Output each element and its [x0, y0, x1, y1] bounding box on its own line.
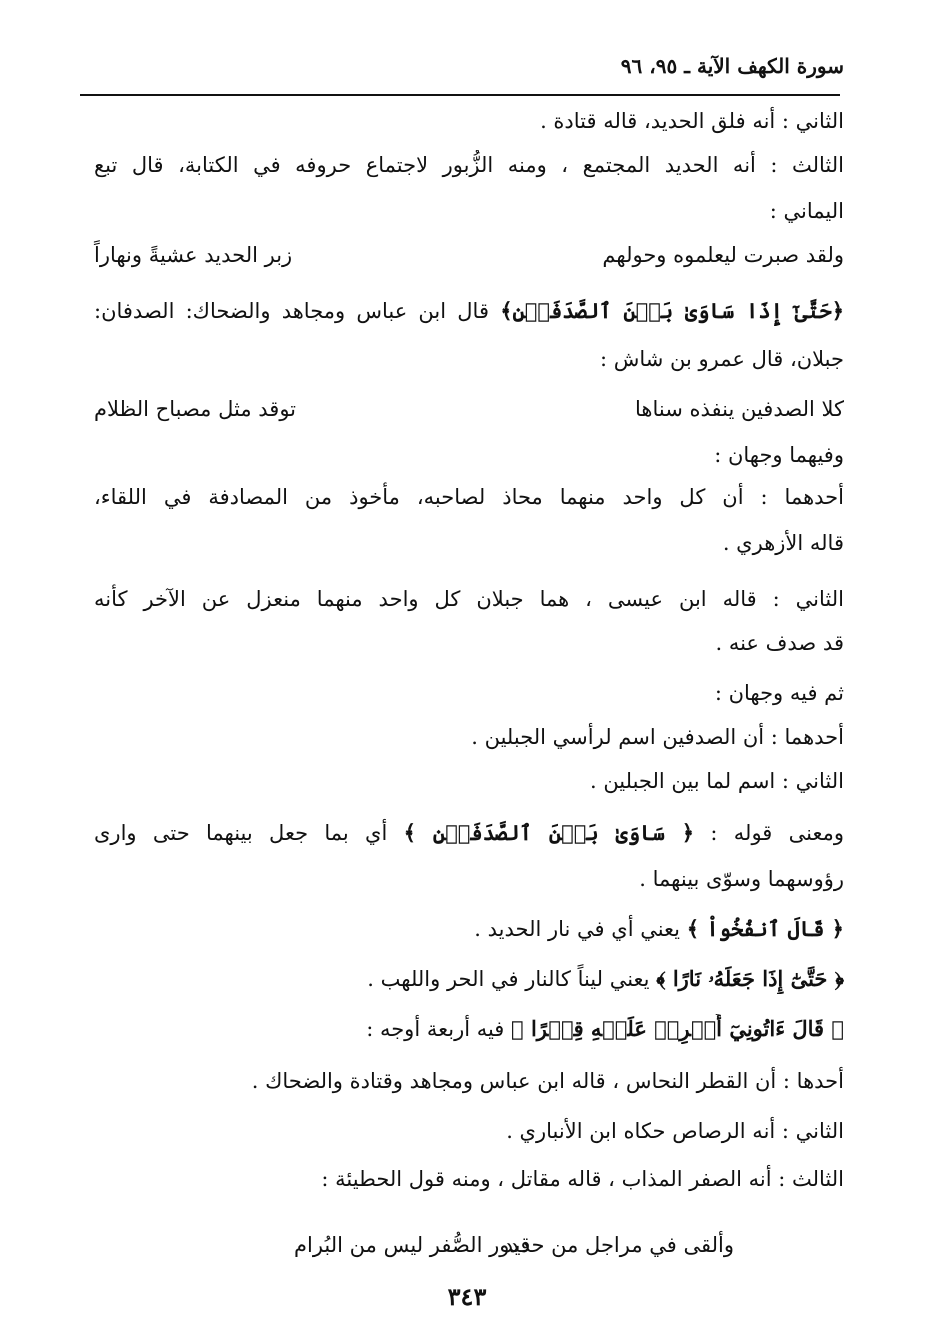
quran-quote: ﴿ حَتَّىٰٓ إِذَا جَعَلَهُۥ نَارًا ﴾ — [656, 966, 844, 991]
text-line: ثم فيه وجهان : — [714, 681, 844, 705]
text-line: الثاني : أنه الرصاص حكاه ابن الأنباري . — [506, 1119, 844, 1143]
text-line: قد صدف عنه . — [715, 631, 844, 655]
verse-second-hemistich: توقد مثل مصباح الظلام — [94, 397, 297, 421]
text-line: الثالث : أنه الحديد المجتمع ، ومنه الزُّبور لاجتماع حروفه في الكتابة، قال تبع — [94, 153, 844, 177]
verse-second-hemistich: قدور الصُّفر ليس من البُرام — [294, 1233, 531, 1257]
text-line — [94, 296, 844, 326]
text-line: جبلان، قال عمرو بن شاش : — [599, 347, 844, 371]
quran-quote: ﴿ سَاوَىٰ بَيۡنَ ٱلصَّدَفَيۡنِ ﴾ — [403, 820, 695, 845]
page-number: ٣٤٣ — [447, 1282, 487, 1311]
verse-second-hemistich: زبر الحديد عشيةً ونهاراً — [94, 243, 293, 267]
text-line: قاله الأزهري . — [722, 531, 844, 555]
header-rule — [80, 94, 840, 96]
running-header: سورة الكهف الآية ـ ٩٥، ٩٦ — [620, 54, 844, 78]
text-line: وفيهما وجهان : — [714, 443, 844, 467]
text-line: أحدهما : أن كل واحد منهما محاذ لصاحبه، مأخوذ من المصادفة في اللقاء، — [94, 485, 844, 509]
text-run: قال ابن عباس ومجاهد والضحاك: الصدفان: — [94, 299, 501, 323]
verse-first-hemistich: وألقى في مراجل من حديد — [503, 1233, 734, 1257]
poetry-verse — [94, 392, 844, 426]
text-line — [94, 964, 844, 994]
text-line: اليماني : — [769, 199, 844, 223]
quran-quote: ﴿ قَالَ ٱنفُخُواْ ﴾ — [686, 916, 844, 941]
verse-first-hemistich: ولقد صبرت ليعلموه وحولهم — [602, 243, 844, 267]
verse-first-hemistich: كلا الصدفين ينفذه سناها — [634, 397, 844, 421]
text-line — [94, 1014, 844, 1044]
text-run: يعني ليناً كالنار في الحر واللهب . — [367, 967, 657, 991]
text-line: الثاني : اسم لما بين الجبلين . — [589, 769, 844, 793]
poetry-verse — [94, 238, 844, 272]
text-line: أحدها : أن القطر النحاس ، قاله ابن عباس ومجاهد وقتادة والضحاك . — [251, 1069, 844, 1093]
poetry-verse — [94, 1228, 844, 1262]
text-line — [94, 914, 844, 944]
text-run: ومعنى قوله : — [694, 821, 844, 845]
text-run: فيه أربعة أوجه : — [366, 1017, 512, 1041]
text-line: الثالث : أنه الصفر المذاب ، قاله مقاتل ، ومنه قول الحطيئة : — [321, 1167, 844, 1191]
quran-quote: ﴿حَتَّىٰٓ إِذَا سَاوَىٰ بَيۡنَ ٱلصَّدَفَيۡنِ﴾ — [500, 298, 844, 323]
text-run: أي بما جعل بينهما حتى وارى — [94, 821, 404, 845]
text-line: أحدهما : أن الصدفين اسم لرأسي الجبلين . — [471, 725, 844, 749]
text-line: الثاني : قاله ابن عيسى ، هما جبلان كل واحد منهما منعزل عن الآخر كأنه — [94, 587, 844, 611]
text-line: رؤوسهما وسوّى بينهما . — [639, 867, 844, 891]
quran-quote: ﴿ قَالَ ءَاتُونِيٓ أُفۡرِغۡ عَلَيۡهِ قِطۡرًا ﴾ — [511, 1016, 844, 1041]
text-line — [94, 818, 844, 848]
text-line: الثاني : أنه فلق الحديد، قاله قتادة . — [540, 109, 844, 133]
text-run: يعني أي في نار الحديد . — [474, 917, 687, 941]
